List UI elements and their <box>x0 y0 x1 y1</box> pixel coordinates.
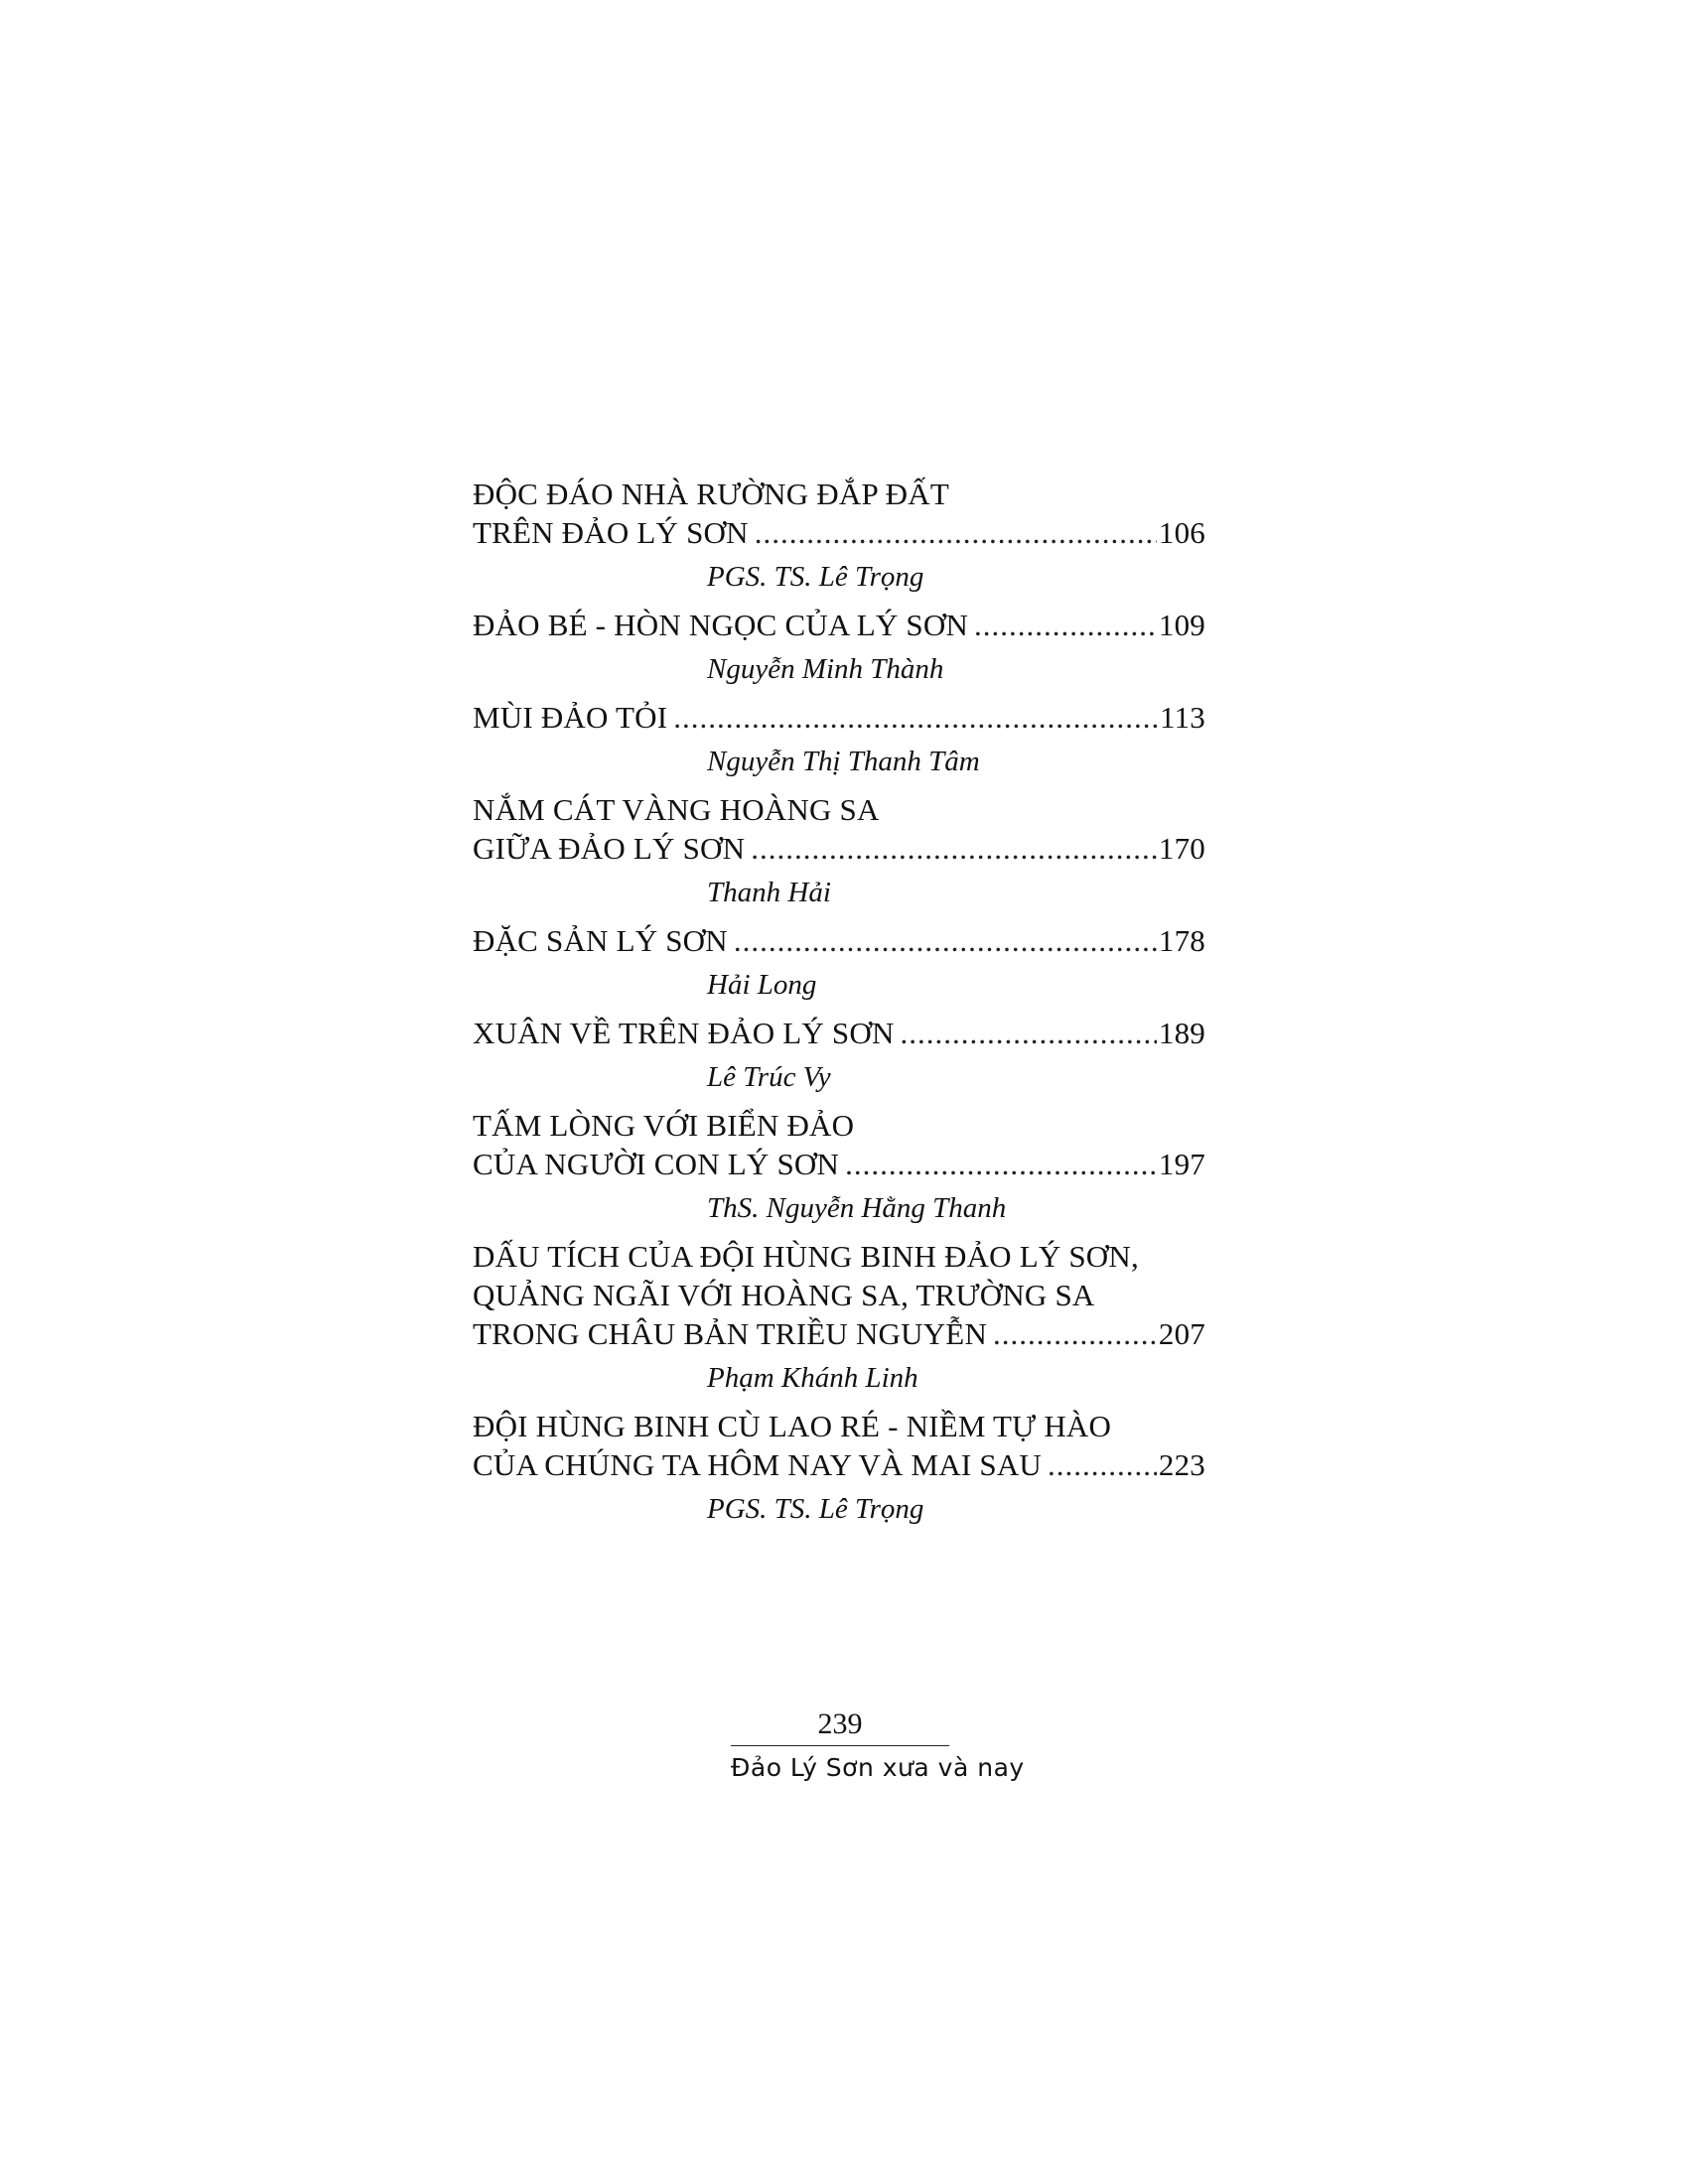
toc-entry-title-row <box>473 606 1205 644</box>
toc-entry-author: Nguyễn Minh Thành <box>707 653 944 685</box>
toc-entry-page-number: 207 <box>1158 1316 1205 1351</box>
toc-entry-page-number: 106 <box>1158 515 1205 550</box>
table-of-contents <box>473 475 1205 1538</box>
dot-leader <box>993 1314 1157 1353</box>
toc-entry-title-line: TẤM LÒNG VỚI BIỂN ĐẢO <box>473 1108 855 1143</box>
toc-entry-title-line: ĐẢO BÉ - HÒN NGỌC CỦA LÝ SƠN <box>473 608 969 642</box>
toc-entry <box>473 1106 1205 1227</box>
dot-leader <box>734 921 1157 960</box>
toc-entry-author: Lê Trúc Vy <box>707 1061 831 1093</box>
toc-entry <box>473 921 1205 1004</box>
toc-entry-author: Thanh Hải <box>707 877 831 908</box>
toc-entry-author: Phạm Khánh Linh <box>707 1362 918 1394</box>
toc-entry-page-number: 170 <box>1158 831 1205 866</box>
toc-entry-author: Hải Long <box>707 969 817 1001</box>
running-book-title: Đảo Lý Sơn xưa và nay <box>731 1753 1025 1782</box>
toc-entry-author: ThS. Nguyễn Hằng Thanh <box>707 1192 1007 1224</box>
toc-entry-page-number: 197 <box>1158 1147 1205 1181</box>
dot-leader <box>845 1145 1157 1183</box>
dot-leader <box>974 606 1157 644</box>
toc-entry-title-line: CỦA CHÚNG TA HÔM NAY VÀ MAI SAU <box>473 1447 1042 1482</box>
toc-entry-title-line: QUẢNG NGÃI VỚI HOÀNG SA, TRƯỜNG SA <box>473 1278 1095 1312</box>
toc-entry-page-number: 178 <box>1158 923 1205 958</box>
toc-entry-title-line: ĐẶC SẢN LÝ SƠN <box>473 923 728 958</box>
toc-entry <box>473 475 1205 596</box>
toc-entry-page-number: 223 <box>1158 1447 1205 1482</box>
toc-entry <box>473 1014 1205 1096</box>
toc-entry-page-number: 189 <box>1158 1016 1205 1050</box>
toc-entry <box>473 1407 1205 1528</box>
toc-entry-title-line: TRÊN ĐẢO LÝ SƠN <box>473 515 749 550</box>
toc-entry-title-line: NẮM CÁT VÀNG HOÀNG SA <box>473 792 880 827</box>
toc-entry-title-line: GIỮA ĐẢO LÝ SƠN <box>473 831 746 866</box>
toc-entry-title-line: XUÂN VỀ TRÊN ĐẢO LÝ SƠN <box>473 1016 895 1050</box>
page-number: 239 <box>817 1707 863 1740</box>
page-footer <box>731 1706 1025 1784</box>
toc-entry-title-row <box>473 1445 1205 1484</box>
toc-entry-title-row <box>473 921 1205 960</box>
toc-entry-title-row <box>473 829 1205 868</box>
dot-leader <box>751 829 1157 868</box>
toc-entry <box>473 698 1205 780</box>
toc-entry-page-number: 109 <box>1158 608 1205 642</box>
dot-leader <box>673 698 1158 737</box>
toc-entry-title-line: CỦA NGƯỜI CON LÝ SƠN <box>473 1147 840 1181</box>
toc-entry <box>473 790 1205 911</box>
dot-leader <box>901 1014 1157 1052</box>
toc-entry-title-line: ĐỘI HÙNG BINH CÙ LAO RÉ - NIỀM TỰ HÀO <box>473 1409 1112 1443</box>
toc-entry-author: Nguyễn Thị Thanh Tâm <box>707 746 980 777</box>
toc-entry-title-row <box>473 1014 1205 1052</box>
toc-entry-title-row <box>473 698 1205 737</box>
toc-entry-title-line: DẤU TÍCH CỦA ĐỘI HÙNG BINH ĐẢO LÝ SƠN, <box>473 1239 1139 1274</box>
toc-entry-title-line: ĐỘC ĐÁO NHÀ RƯỜNG ĐẮP ĐẤT <box>473 477 949 511</box>
dot-leader <box>755 513 1157 552</box>
toc-entry-author: PGS. TS. Lê Trọng <box>707 561 924 593</box>
toc-entries <box>473 475 1205 1528</box>
toc-entry-title-row <box>473 1145 1205 1183</box>
toc-entry-title-line: TRONG CHÂU BẢN TRIỀU NGUYỄN <box>473 1316 988 1351</box>
dot-leader <box>1048 1445 1157 1484</box>
toc-entry-title-line: MÙI ĐẢO TỎI <box>473 700 668 735</box>
toc-entry-author: PGS. TS. Lê Trọng <box>707 1493 924 1525</box>
toc-entry <box>473 1237 1205 1397</box>
footer-divider <box>731 1745 949 1746</box>
toc-entry-title-row <box>473 513 1205 552</box>
toc-entry-title-row <box>473 1314 1205 1353</box>
toc-entry <box>473 606 1205 688</box>
toc-entry-page-number: 113 <box>1160 700 1205 735</box>
